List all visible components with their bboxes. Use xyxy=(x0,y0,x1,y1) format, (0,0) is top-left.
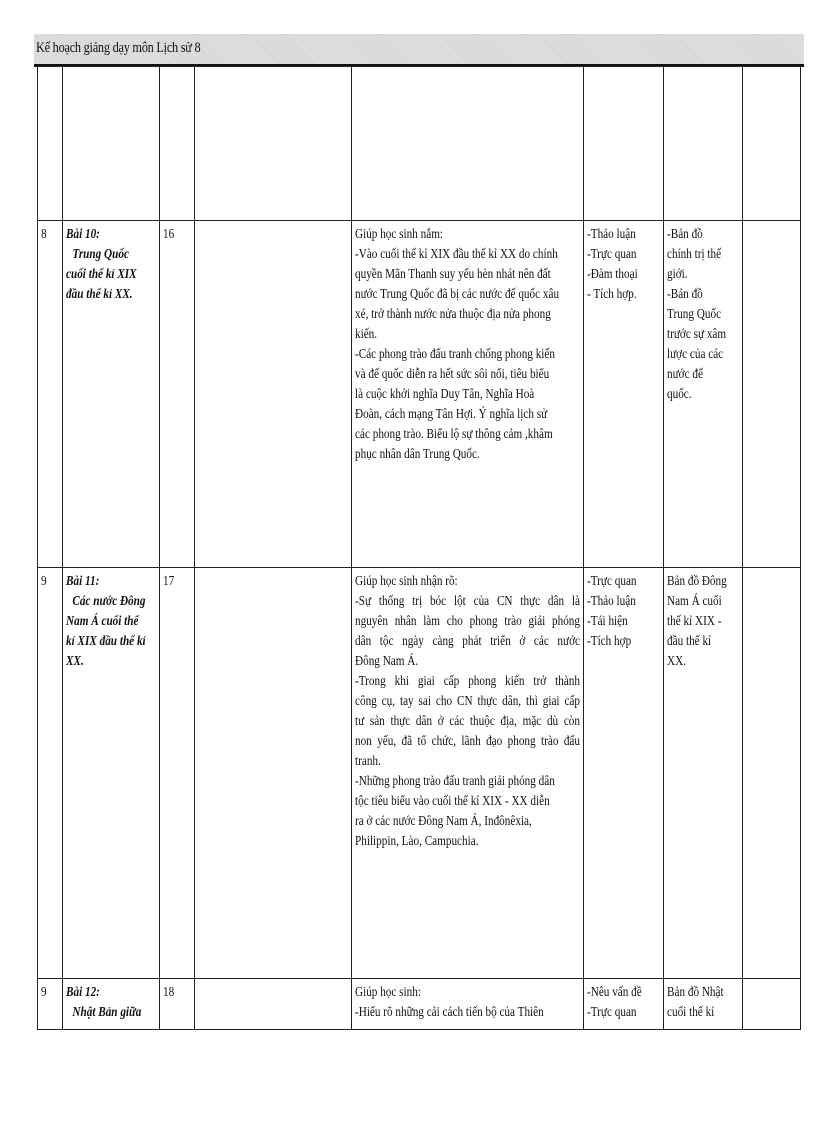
notes-cell xyxy=(743,221,801,568)
table-row xyxy=(38,979,801,1030)
table-cell xyxy=(352,67,584,221)
lesson-cell: Bài 10: Trung Quốc cuối thế kỉ XIX đầu thế kỉ XX. xyxy=(63,221,160,568)
table-cell xyxy=(63,67,160,221)
lesson-label: Bài 11: xyxy=(66,574,100,589)
table-cell xyxy=(743,67,801,221)
lesson-label: Bài 12: xyxy=(66,985,100,1000)
table-row xyxy=(38,221,801,568)
blank-cell xyxy=(195,221,352,568)
table-cell xyxy=(195,67,352,221)
period-cell: 17 xyxy=(160,568,195,979)
material-cell: Bản đồ Đông Nam Á cuối thế kỉ XIX - đầu thế kỉ XX. xyxy=(664,568,743,979)
method-cell: -Thảo luận -Trực quan -Đàm thoại - Tích hợp. xyxy=(584,221,664,568)
lesson-plan-table xyxy=(37,66,801,1030)
table-cell xyxy=(160,67,195,221)
header-title: Kế hoạch giảng dạy môn Lịch sử 8 xyxy=(36,40,201,56)
lesson-label: Bài 10: xyxy=(66,227,100,242)
method-cell: -Trực quan -Thảo luận -Tái hiện -Tích hợp xyxy=(584,568,664,979)
week-cell: 8 xyxy=(38,221,63,568)
table-row xyxy=(38,568,801,979)
document-header xyxy=(34,34,804,67)
notes-cell xyxy=(743,568,801,979)
week-cell: 9 xyxy=(38,568,63,979)
lesson-cell: Bài 12: Nhật Bản giữa xyxy=(63,979,160,1030)
lesson-cell: Bài 11: Các nước Đông Nam Á cuối thế kỉ XIX đầu thế kỉ XX. xyxy=(63,568,160,979)
table-cell xyxy=(664,67,743,221)
notes-cell xyxy=(743,979,801,1030)
table-row xyxy=(38,67,801,221)
material-cell: Bản đồ Nhật cuối thế kỉ xyxy=(664,979,743,1030)
period-cell: 18 xyxy=(160,979,195,1030)
week-cell: 9 xyxy=(38,979,63,1030)
objective-cell: Giúp học sinh nhận rõ: -Sự thống trị bóc lột của CN thực dân là nguyên nhân làm cho phong trào giải phóng dân tộc ngày càng phát triển ở các nước Đông Nam Á. -Trong khi giai cấp phong kiến trở thành công cụ, tay sai cho CN thực dân, thì giai cấp tư sản thực dân ở các thuộc địa, mặc dù còn non yếu, đã tổ chức, lãnh đạo phong trào đấu tranh. -Những phong trào đấu tranh giải phóng dân tộc tiêu biểu vào cuối thế kỉ XIX - XX diễn ra ở các nước Đông Nam Á, Inđônêxia, Philippin, Lào, Campuchia. xyxy=(352,568,584,979)
blank-cell xyxy=(195,979,352,1030)
material-cell: -Bản đồ chính trị thế giới. -Bản đồ Trung Quốc trước sự xâm lược của các nước đế quốc. xyxy=(664,221,743,568)
blank-cell xyxy=(195,568,352,979)
objective-cell: Giúp học sinh: -Hiểu rõ những cải cách tiến bộ của Thiên xyxy=(352,979,584,1030)
table-cell xyxy=(38,67,63,221)
objective-cell: Giúp học sinh nắm: -Vào cuối thế kỉ XIX đầu thế kỉ XX do chính quyền Mãn Thanh suy yếu hèn nhát nên đất nước Trung Quốc đã bị các nước đế quốc xâu xé, trở thành nước nửa thuộc địa nửa phong kiến. -Các phong trào đấu tranh chống phong kiến và đế quốc diễn ra hết sức sôi nổi, tiêu biểu là cuộc khởi nghĩa Duy Tân, Nghĩa Hoà Đoàn, cách mạng Tân Hợi. Ý nghĩa lịch sử các phong trào. Biểu lộ sự thông cảm ,khâm phục nhân dân Trung Quốc. xyxy=(352,221,584,568)
method-cell: -Nêu vấn đề -Trực quan xyxy=(584,979,664,1030)
period-cell: 16 xyxy=(160,221,195,568)
table-cell xyxy=(584,67,664,221)
